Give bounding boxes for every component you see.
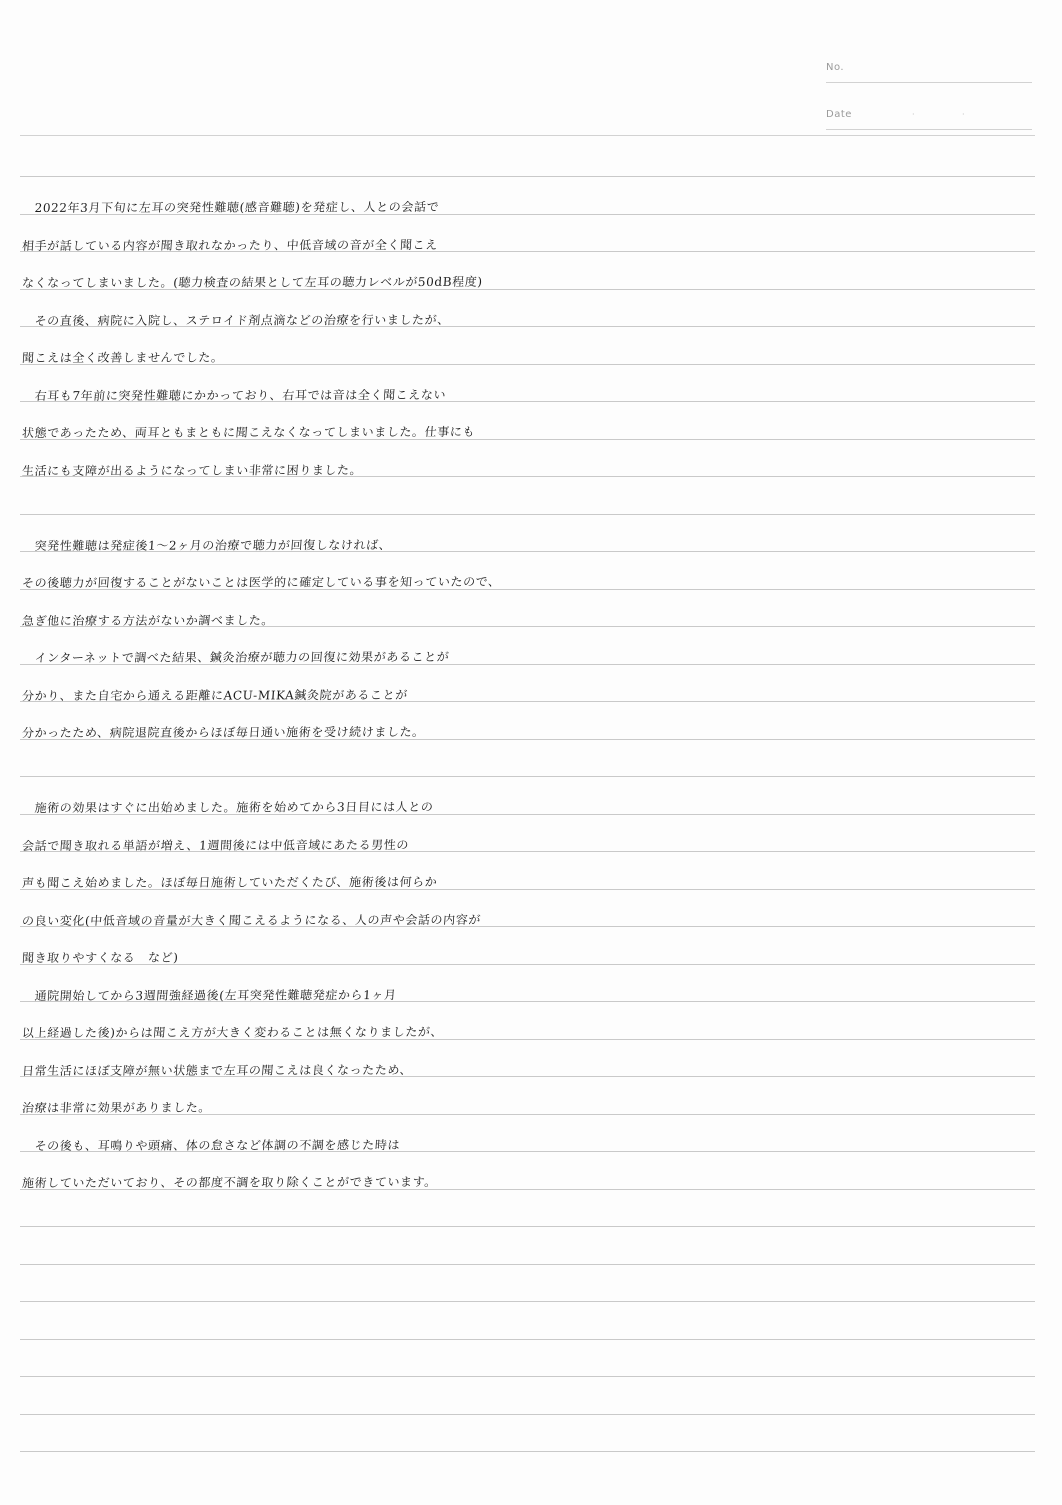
ruled-line [20, 1376, 1035, 1377]
handwritten-line: 施術の効果はすぐに出始めました。施術を始めてから3日目には人との [21, 799, 434, 815]
ruled-line [20, 776, 1035, 777]
handwritten-line: 生活にも支障が出るようになってしまい非常に困りました。 [21, 462, 363, 478]
handwritten-line: 治療は非常に効果がありました。 [21, 1100, 212, 1115]
handwritten-line: 以上経過した後)からは聞こえ方が大きく変わることは無くなりましたが、 [21, 1024, 444, 1040]
ruled-line [20, 1414, 1035, 1415]
handwritten-line: その後聴力が回復することがないことは医学的に確定している事を知っていたので、 [21, 574, 502, 590]
handwritten-line [22, 488, 1042, 491]
handwritten-line: 分かったため、病院退院直後からほぼ毎日通い施術を受け続けました。 [21, 724, 426, 740]
ruled-line [20, 1264, 1035, 1265]
date-separator-1: · [912, 110, 915, 119]
handwritten-line: の良い変化(中低音域の音量が大きく聞こえるようになる、人の声や会話の内容が [21, 912, 482, 928]
header-top-rule [20, 135, 1035, 136]
handwritten-line: 声も聞こえ始めました。ほぼ毎日施術していただくたび、施術後は何らか [21, 874, 438, 890]
handwritten-line: 突発性難聴は発症後1〜2ヶ月の治療で聴力が回復しなければ、 [21, 537, 392, 553]
handwritten-line: 2022年3月下旬に左耳の突発性難聴(感音難聴)を発症し、人との会話で [21, 199, 440, 215]
handwritten-line: 急ぎ他に治療する方法がないか調べました。 [21, 612, 275, 628]
handwritten-line: 聞き取りやすくなる など) [21, 950, 179, 965]
no-label: No. [826, 62, 845, 73]
ruled-line [20, 1301, 1035, 1302]
handwritten-line: なくなってしまいました。(聴力検査の結果として左耳の聴力レベルが50dB程度) [21, 274, 484, 290]
handwritten-line: 日常生活にほぼ支障が無い状態まで左耳の聞こえは良くなったため、 [21, 1062, 413, 1078]
handwritten-line: 右耳も7年前に突発性難聴にかかっており、右耳では音は全く聞こえない [21, 387, 447, 403]
handwritten-line: 分かり、また自宅から通える距離にACU-MIKA鍼灸院があることが [21, 687, 409, 703]
handwritten-line: その後も、耳鳴りや頭痛、体の怠さなど体調の不調を感じた時は [21, 1137, 401, 1153]
date-separator-2: · [962, 110, 965, 119]
handwritten-line: 聞こえは全く改善しませんでした。 [21, 350, 225, 365]
ruled-line [20, 514, 1035, 515]
date-field-line [826, 129, 1032, 130]
ruled-line [20, 1226, 1035, 1227]
ruled-line [20, 176, 1035, 177]
handwritten-line: 相手が話している内容が聞き取れなかったり、中低音域の音が全く聞こえ [21, 237, 439, 253]
no-field-line [826, 82, 1032, 83]
handwritten-line [22, 751, 1042, 754]
ruled-line [20, 1339, 1035, 1340]
handwritten-line: 会話で聞き取れる単語が増え、1週間後には中低音域にあたる男性の [21, 837, 410, 853]
handwritten-line: その直後、病院に入院し、ステロイド剤点滴などの治療を行いましたが、 [21, 312, 451, 328]
handwritten-line: 通院開始してから3週間強経過後(左耳突発性難聴発症から1ヶ月 [21, 987, 398, 1003]
handwritten-line: インターネットで調べた結果、鍼灸治療が聴力の回復に効果があることが [21, 649, 450, 665]
date-label: Date [826, 109, 852, 120]
ruled-line [20, 1451, 1035, 1452]
handwritten-line: 施術していただいており、その都度不調を取り除くことができています。 [21, 1174, 438, 1190]
handwritten-line: 状態であったため、両耳ともまともに聞こえなくなってしまいました。仕事にも [21, 424, 476, 440]
